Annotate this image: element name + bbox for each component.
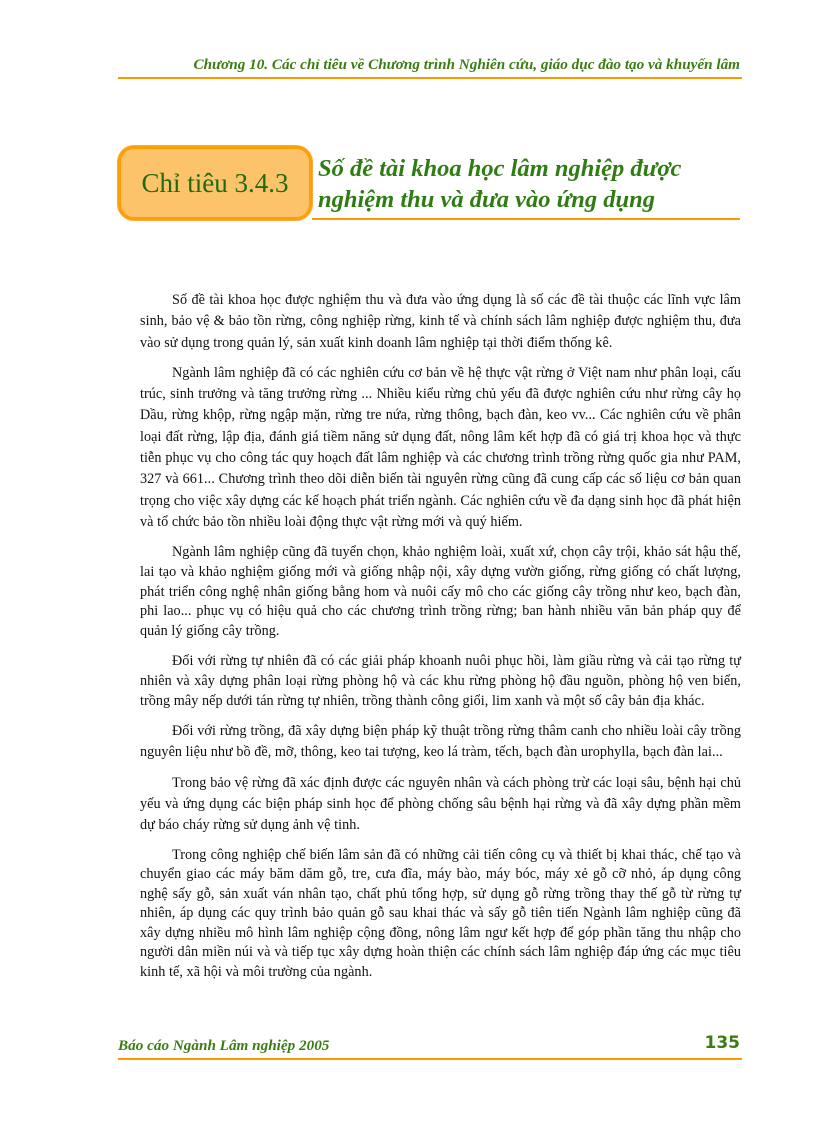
header-divider <box>118 77 742 79</box>
section-heading-line-2: nghiệm thu và đưa vào ứng dụng <box>318 186 656 213</box>
indicator-badge <box>118 146 312 220</box>
footer-divider <box>118 1058 742 1060</box>
page-number: 135 <box>704 1033 740 1053</box>
paragraph: Trong công nghiệp chế biến lâm sản đã có những cải tiến công cụ và thiết bị khai thác, chế tạo và chuyển giao các máy băm dăm gỗ, tre, cưa đĩa, máy bào, máy bóc, máy xẻ gỗ cỡ nhỏ, áp dụng công nghệ sấy gỗ, sản xuất ván nhân tạo, chất phủ tổng hợp, sử dụng gỗ rừng trồng thay thế gỗ từ rừng tự nhiên, áp dụng các quy trình bảo quản gỗ sau khai thác và sấy gỗ tiên tiến Ngành lâm nghiệp cũng đã xây dựng nhiều mô hình lâm nghiệp cộng đồng, nông lâm ngư kết hợp để góp phần tăng thu nhập cho người dân miền núi và và tiếp tục xây dựng hoàn thiện các chính sách lâm nghiệp đáp ứng các mục tiêu kinh tế, xã hội và môi trường của ngành. <box>140 846 741 980</box>
section-heading-line-1: Số đề tài khoa học lâm nghiệp được <box>318 155 682 182</box>
body-text <box>140 290 741 982</box>
report-title: Báo cáo Ngành Lâm nghiệp 2005 <box>118 1037 330 1054</box>
paragraph: Trong bảo vệ rừng đã xác định được các nguyên nhân và cách phòng trừ các loại sâu, bệnh hại chủ yếu và ứng dụng các biện pháp sinh học để phòng chống sâu bệnh hại rừng và đã xây dựng phần mềm dự báo cháy rừng sử dụng ảnh vệ tinh. <box>140 774 741 833</box>
indicator-badge-label: Chỉ tiêu 3.4.3 <box>141 167 289 198</box>
paragraph: Đối với rừng tự nhiên đã có các giải pháp khoanh nuôi phục hồi, làm giầu rừng và cải tạo rừng tự nhiên và xây dựng phân loại rừng phòng hộ và các khu rừng phòng hộ đầu nguồn, phòng hộ ven biển, trồng mây nếp dưới tán rừng tự nhiên, trồng thành công giổi, lim xanh và một số cây bản địa khác. <box>140 652 741 709</box>
paragraph: Đối với rừng trồng, đã xây dựng biện pháp kỹ thuật trồng rừng thâm canh cho nhiều loài cây trồng nguyên liệu như bồ đề, mỡ, thông, keo tai tượng, keo lá tràm, tếch, bạch đàn urophylla, bạch đàn lai... <box>140 722 741 760</box>
section-heading <box>318 153 748 215</box>
paragraph: Số đề tài khoa học được nghiệm thu và đưa vào ứng dụng là số các đề tài thuộc các lĩnh vực lâm sinh, bảo vệ & bảo tồn rừng, công nghiệp rừng, kinh tế và chính sách lâm nghiệp được nghiệm thu, đưa vào sử dụng trong quản lý, sản xuất kinh doanh lâm nghiệp tại thời điểm thống kê. <box>140 292 741 351</box>
chapter-title: Chương 10. Các chỉ tiêu về Chương trình Nghiên cứu, giáo dục đào tạo và khuyến lâm <box>193 56 740 73</box>
paragraph: Ngành lâm nghiệp cũng đã tuyển chọn, khảo nghiệm loài, xuất xứ, chọn cây trội, khảo sát hậu thế, lai tạo và khảo nghiệm giống mới và giống nhập nội, xây dựng vườn giống, rừng giống có chất lượng, phát triển công nghệ nhân giống bằng hom và nuôi cấy mô cho các giống cây trồng như keo, bạch đàn, phi lao... phục vụ có hiệu quả cho các chương trình trồng rừng; ban hành nhiều văn bản pháp quy để quản lý giống cây trồng. <box>140 544 741 640</box>
paragraph: Ngành lâm nghiệp đã có các nghiên cứu cơ bản về hệ thực vật rừng ở Việt nam như phân loại, cấu trúc, sinh trưởng và tăng trưởng rừng ... Nhiều kiểu rừng chủ yếu đã được nghiên cứu như rừng cây họ Dầu, rừng khộp, rừng ngập mặn, rừng tre nứa, rừng thông, bạch đàn, keo vv... Các nghiên cứu về phân loại đất rừng, lập địa, đánh giá tiềm năng sử dụng đất, nông lâm kết hợp đã có giá trị khoa học và thực tiễn phục vụ cho công tác quy hoạch đất lâm nghiệp và các chương trình trồng rừng quốc gia như PAM, 327 và 661... Chương trình theo dõi diễn biến tài nguyên rừng cũng đã cung cấp các số liệu cơ bản quan trọng cho việc xây dựng các kế hoạch phát triển ngành. Các nghiên cứu về đa dạng sinh học đã phát hiện và tổ chức bảo tồn nhiều loài động thực vật rừng mới và quý hiếm. <box>140 364 741 530</box>
heading-divider <box>312 218 740 220</box>
